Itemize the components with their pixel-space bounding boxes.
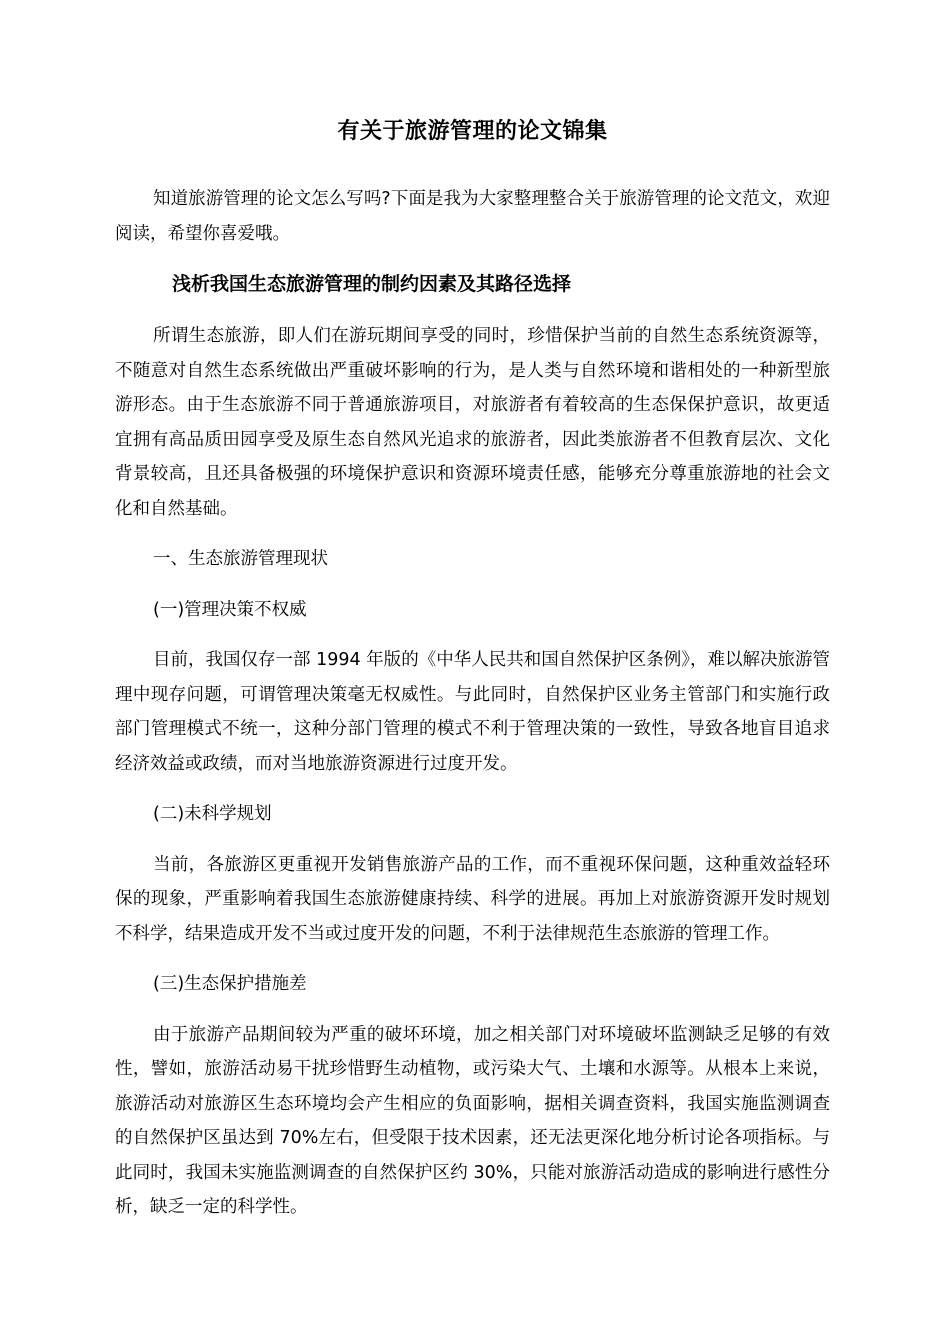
document-page: [115, 112, 830, 1241]
document-title: 有关于旅游管理的论文锦集: [337, 119, 608, 144]
paragraph-protection: 由于旅游产品期间较为严重的破坏环境，加之相关部门对环境破坏监测缺乏足够的有效性，譬如，旅游活动易干扰珍惜野生动植物，或污染大气、土壤和水源等。从根本上来说，旅游活动对旅游区生态环境均会产生相应的负面影响，据相关调查资料，我国实施监测调查的自然保护区虽达到 70%左右，但受限于技术因素，还无法更深化地分析讨论各项指标。与此同时，我国未实施监测调查的自然保护区约 30%，只能对旅游活动造成的影响进行感性分析，缺乏一定的科学性。: [115, 1024, 830, 1217]
paragraph-decision: 目前，我国仅存一部 1994 年版的《中华人民共和国自然保护区条例》，难以解决旅游管理中现存问题，可谓管理决策毫无权威性。与此同时，自然保护区业务主管部门和实施行政部门管理模式不统一，这种分部门管理的模式不利于管理决策的一致性，导致各地盲目追求经济效益或政绩，而对当地旅游资源进行过度开发。: [115, 650, 830, 774]
paragraph-planning: 当前，各旅游区更重视开发销售旅游产品的工作，而不重视环保问题，这种重效益轻环保的现象，严重影响着我国生态旅游健康持续、科学的进展。再加上对旅游资源开发时规划不科学，结果造成开发不当或过度开发的问题，不利于法律规范生态旅游的管理工作。: [115, 854, 830, 944]
subheading-protection: (三)生态保护措施差: [153, 974, 307, 994]
subheading-decision: (一)管理决策不权威: [153, 599, 307, 620]
intro-paragraph: 知道旅游管理的论文怎么写吗?下面是我为大家整理整合关于旅游管理的论文范文，欢迎阅读，希望你喜爱哦。: [115, 189, 830, 244]
subheading-planning: (二)未科学规划: [153, 804, 272, 824]
section-title: 浅析我国生态旅游管理的制约因素及其路径选择: [172, 273, 572, 295]
paragraph-definition: 所谓生态旅游，即人们在游玩期间享受的同时，珍惜保护当前的自然生态系统资源等，不随意对自然生态系统做出严重破坏影响的行为，是人类与自然环境和谐相处的一种新型旅游形态。由于生态旅游不同于普通旅游项目，对旅游者有着较高的生态保保护意识，故更适宜拥有高品质田园享受及原生态自然风光追求的旅游者，因此类旅游者不但教育层次、文化背景较高，且还具备极强的环境保护意识和资源环境责任感，能够充分尊重旅游地的社会文化和自然基础。: [115, 326, 830, 519]
heading-current-status: 一、生态旅游管理现状: [153, 549, 328, 569]
